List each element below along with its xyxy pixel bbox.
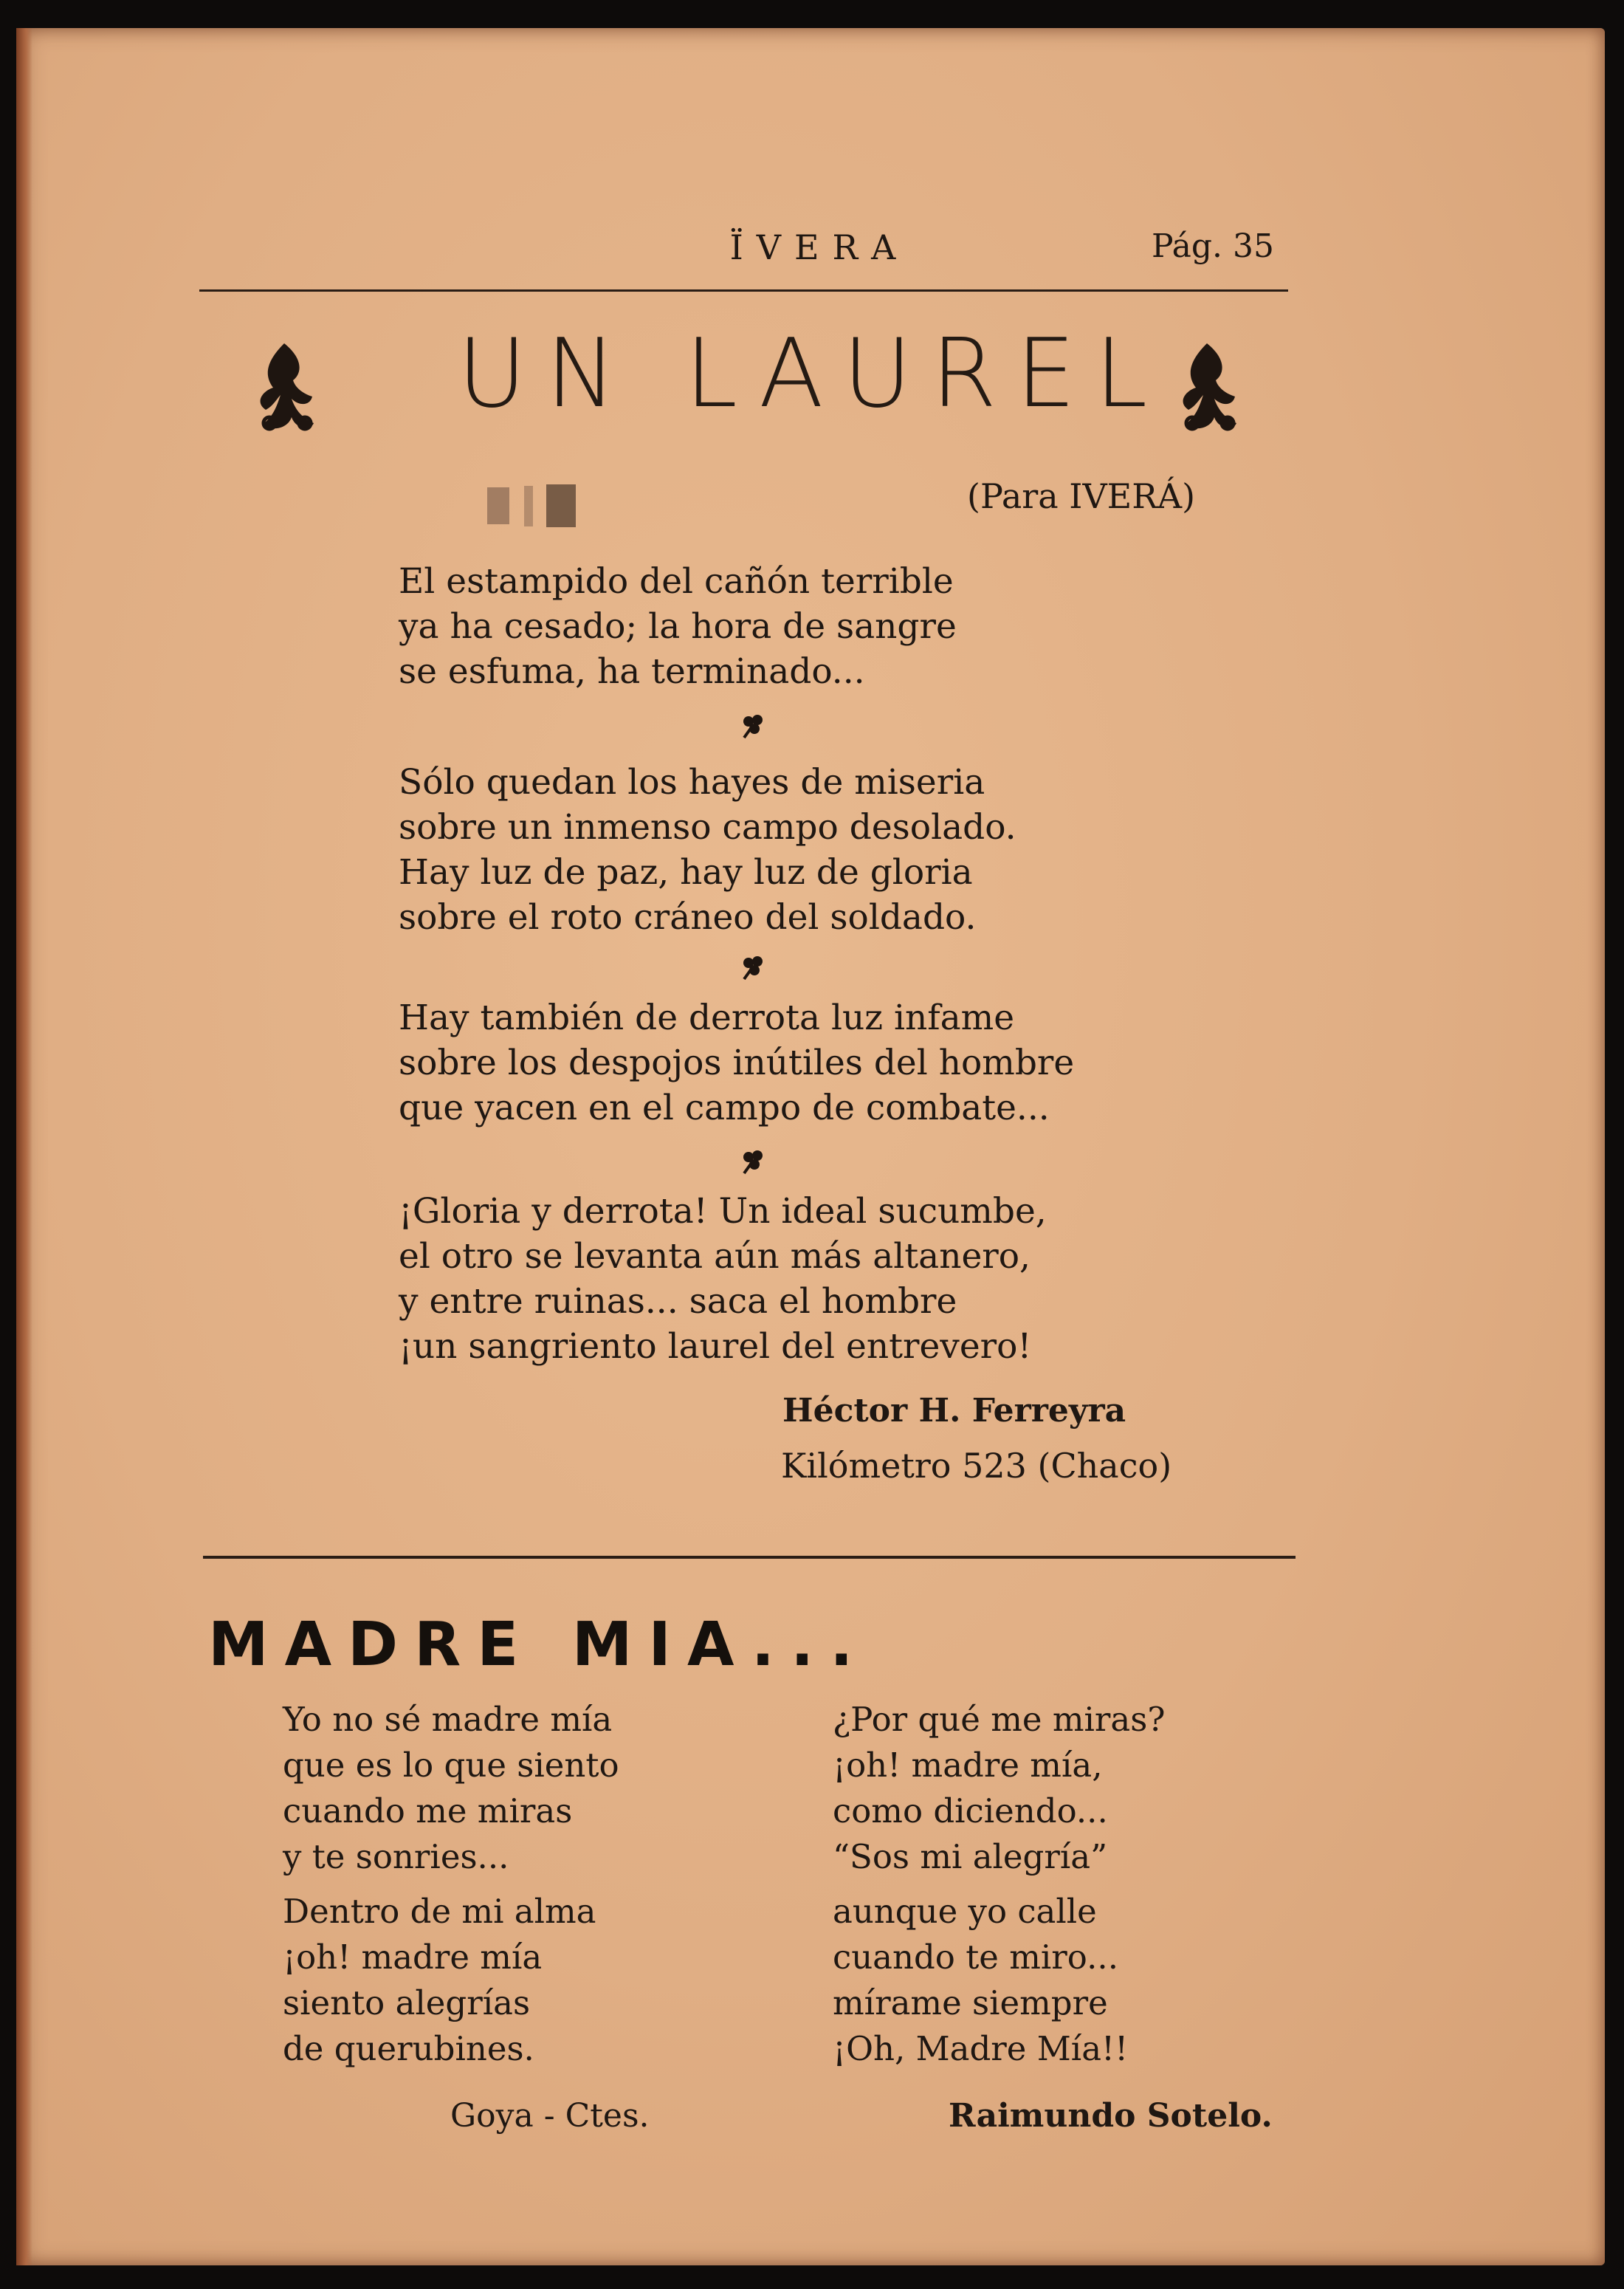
verse-line: mírame siempre [833, 1983, 1108, 2022]
verse-line: ¡Gloria y derrota! Un ideal sucumbe, [399, 1191, 1047, 1232]
verse-line: “Sos mi alegría” [833, 1837, 1108, 1876]
verse-line: se esfuma, ha terminado... [399, 651, 865, 692]
verse-line: Hay también de derrota luz infame [399, 998, 1015, 1038]
verse-line: ¿Por qué me miras? [833, 1700, 1166, 1739]
poem2-title: MADRE MIA... [208, 1610, 870, 1680]
verse-line: sobre el roto cráneo del soldado. [399, 897, 977, 938]
page-number: Pág. 35 [1152, 227, 1274, 265]
verse-line: que es lo que siento [283, 1746, 619, 1785]
verse-line: Sólo quedan los hayes de miseria [399, 762, 985, 803]
poem1-place: Kilómetro 523 (Chaco) [781, 1446, 1172, 1486]
clover-separator-icon [738, 1147, 768, 1176]
header-rule [199, 289, 1288, 292]
verse-line: ¡Oh, Madre Mía!! [833, 2029, 1129, 2068]
leaf-ornament-icon [1170, 336, 1244, 439]
verse-line: sobre los despojos inútiles del hombre [399, 1043, 1075, 1083]
poem2-right-column [833, 1697, 1165, 2072]
verse-line: aunque yo calle [833, 1892, 1097, 1931]
poem1-stanza-1 [399, 559, 957, 694]
verse-line: Dentro de mi alma [283, 1892, 596, 1931]
poem1-author: Héctor H. Ferreyra [782, 1392, 1126, 1430]
verse-line: de querubines. [283, 2029, 534, 2068]
verse-line: que yacen en el campo de combate... [399, 1088, 1050, 1128]
poem1-stanza-4 [399, 1189, 1047, 1369]
verse-line: El estampido del cañón terrible [399, 561, 954, 602]
verse-line: siento alegrías [283, 1983, 531, 2022]
section-divider [203, 1556, 1296, 1559]
verse-line: ¡oh! madre mía, [833, 1746, 1103, 1785]
verse-line: Yo no sé madre mía [283, 1700, 613, 1739]
clover-separator-icon [738, 711, 768, 741]
poem2-place: Goya - Ctes. [450, 2097, 650, 2135]
poem1-stanza-3 [399, 995, 1074, 1130]
poem2-author: Raimundo Sotelo. [949, 2097, 1273, 2135]
clover-separator-icon [738, 953, 768, 982]
verse-line: ya ha cesado; la hora de sangre [399, 606, 957, 647]
verse-line: cuando me miras [283, 1791, 573, 1830]
poem1-stanza-2 [399, 760, 1016, 940]
journal-name: ÏVERA [729, 227, 909, 267]
faded-stamp-mark [472, 480, 620, 532]
verse-line: Hay luz de paz, hay luz de gloria [399, 852, 973, 893]
verse-line: y te sonries... [283, 1837, 509, 1876]
poem1-dedication: (Para IVERÁ) [967, 476, 1196, 516]
verse-line: cuando te miro... [833, 1938, 1119, 1977]
verse-line: ¡oh! madre mía [283, 1938, 543, 1977]
verse-line: y entre ruinas... saca el hombre [399, 1281, 957, 1322]
poem2-left-column [283, 1697, 619, 2072]
verse-line: ¡un sangriento laurel del entrevero! [399, 1326, 1032, 1367]
poem1-title: UN LAUREL [457, 319, 1167, 429]
verse-line: como diciendo... [833, 1791, 1108, 1830]
verse-line: el otro se levanta aún más altanero, [399, 1236, 1031, 1277]
verse-line: sobre un inmenso campo desolado. [399, 807, 1016, 848]
